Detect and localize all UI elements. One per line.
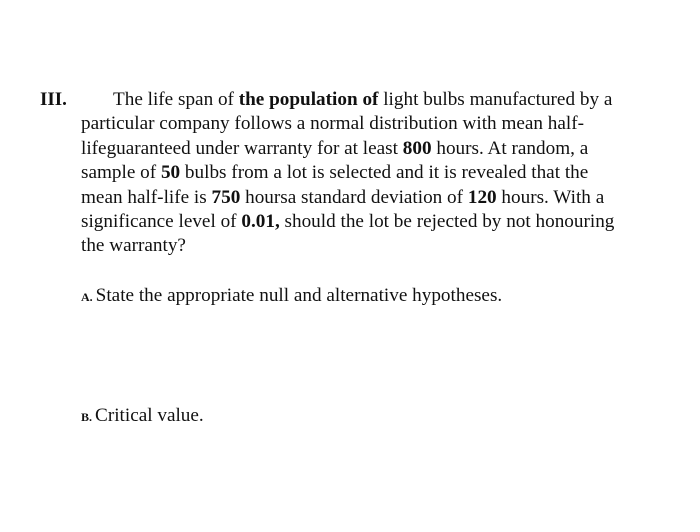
- problem-line: [81, 210, 671, 234]
- problem-text: the warranty?: [81, 235, 186, 257]
- problem-text: hoursa standard deviation of: [240, 186, 468, 208]
- part-b-letter: B.: [81, 410, 93, 424]
- problem-line: [81, 161, 671, 185]
- part-a: [81, 284, 502, 309]
- problem-text: mean half-life is: [81, 186, 212, 208]
- part-a-letter: A.: [81, 290, 93, 304]
- problem-text: bulbs from a lot is selected and it is revealed that the: [180, 162, 589, 184]
- problem-line: [81, 186, 671, 210]
- part-b: [81, 404, 204, 429]
- emphasized-text: 800: [402, 137, 432, 159]
- emphasized-text: 120: [467, 186, 497, 208]
- problem-line: [81, 234, 671, 258]
- problem-text: The life span of: [113, 89, 239, 110]
- problem-statement: [81, 88, 671, 259]
- problem-text: should the lot be rejected by not honouring: [279, 211, 615, 233]
- problem-text: lifeguaranteed under warranty for at least: [81, 137, 403, 159]
- part-b-text: Critical value.: [95, 405, 204, 426]
- problem-line: [81, 88, 671, 112]
- problem-text: particular company follows a normal distribution with mean half-: [81, 113, 585, 135]
- emphasized-text: the population of: [238, 89, 379, 110]
- problem-line: [81, 112, 671, 136]
- part-a-text: State the appropriate null and alternative hypotheses.: [95, 285, 503, 306]
- problem-text: significance level of: [81, 211, 242, 233]
- section-number: III.: [40, 89, 67, 110]
- problem-text: hours. With a: [496, 186, 605, 208]
- problem-text: sample of: [81, 162, 161, 184]
- problem-line: [81, 137, 671, 161]
- emphasized-text: 0.01,: [241, 211, 280, 233]
- emphasized-text: 50: [160, 162, 181, 184]
- problem-text: hours. At random, a: [431, 137, 589, 159]
- emphasized-text: 750: [211, 186, 241, 208]
- problem-text: light bulbs manufactured by a: [378, 89, 613, 110]
